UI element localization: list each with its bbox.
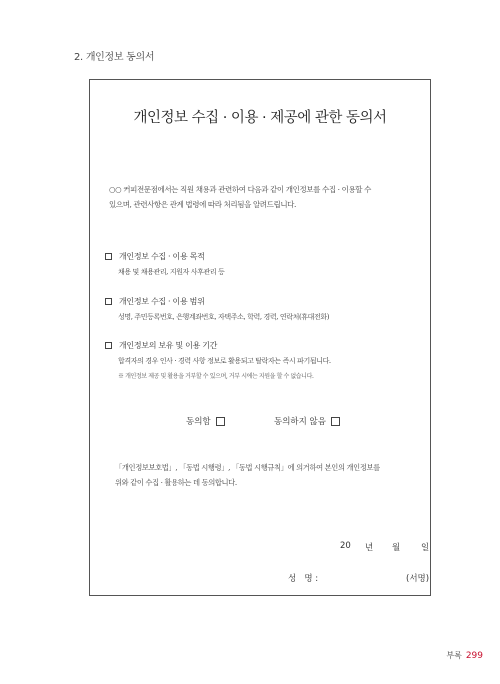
scope-heading: 개인정보 수집 · 이용 범위 xyxy=(119,297,205,306)
purpose-detail: 채용 및 채용관리, 지원자 사후관리 등 xyxy=(118,268,225,276)
law-line: 「개인정보보호법」, 「동법 시행령」, 「동법 시행규칙」에 의거하여 본인의 개인정보를 xyxy=(115,463,380,472)
date-year: 년 xyxy=(365,543,374,553)
footer-section: 부록 xyxy=(446,651,462,660)
date-month: 월 xyxy=(392,543,401,553)
consent-form xyxy=(89,79,431,596)
purpose-heading: 개인정보 수집 · 이용 목적 xyxy=(119,252,205,261)
date-year-prefix: 20 xyxy=(340,541,351,551)
disagree-checkbox[interactable] xyxy=(331,417,340,426)
retention-heading: 개인정보의 보유 및 이용 기간 xyxy=(119,341,218,350)
agree-option[interactable] xyxy=(186,415,225,427)
intro-line: 있으며, 관련사항은 관계 법령에 따라 처리됨을 알려드립니다. xyxy=(109,200,296,209)
signature-label: (서명) xyxy=(406,574,430,584)
purpose-checkbox[interactable] xyxy=(105,253,112,260)
disagree-label: 동의하지 않음 xyxy=(274,417,326,427)
agree-label: 동의함 xyxy=(186,417,211,427)
scope-checkbox[interactable] xyxy=(105,298,112,305)
retention-item xyxy=(105,340,415,380)
form-title: 개인정보 수집 · 이용 · 제공에 관한 동의서 xyxy=(133,110,387,126)
scope-item xyxy=(105,296,415,322)
intro-text xyxy=(109,182,415,212)
scope-detail: 성명, 주민등록번호, 은행계좌번호, 자택주소, 학력, 경력, 연락처(휴대전화) xyxy=(118,313,330,321)
law-line: 위와 같이 수집 · 활용하는 데 동의합니다. xyxy=(115,478,237,487)
intro-line: ○○ 커피전문점에서는 직원 채용과 관련하여 다음과 같이 개인정보를 수집 · 이용할 수 xyxy=(109,185,371,194)
page-footer xyxy=(446,650,483,661)
retention-checkbox[interactable] xyxy=(105,342,112,349)
name-label: 성 명 : xyxy=(288,574,319,584)
retention-detail: 합격자의 경우 인사 · 경력 사항 정보로 활용되고 탈락자는 즉시 파기됩니다. xyxy=(118,357,331,365)
purpose-item xyxy=(105,251,415,277)
disagree-option[interactable] xyxy=(274,415,340,427)
page-number: 299 xyxy=(465,651,483,661)
retention-note: ※ 개인정보 제공 및 활용을 거부할 수 있으며, 거부 시에는 지원을 할 수 없습니다. xyxy=(118,373,314,380)
law-statement xyxy=(115,460,415,490)
date-day: 일 xyxy=(421,543,430,553)
agree-checkbox[interactable] xyxy=(216,417,225,426)
section-header: 2. 개인정보 동의서 xyxy=(74,52,155,63)
